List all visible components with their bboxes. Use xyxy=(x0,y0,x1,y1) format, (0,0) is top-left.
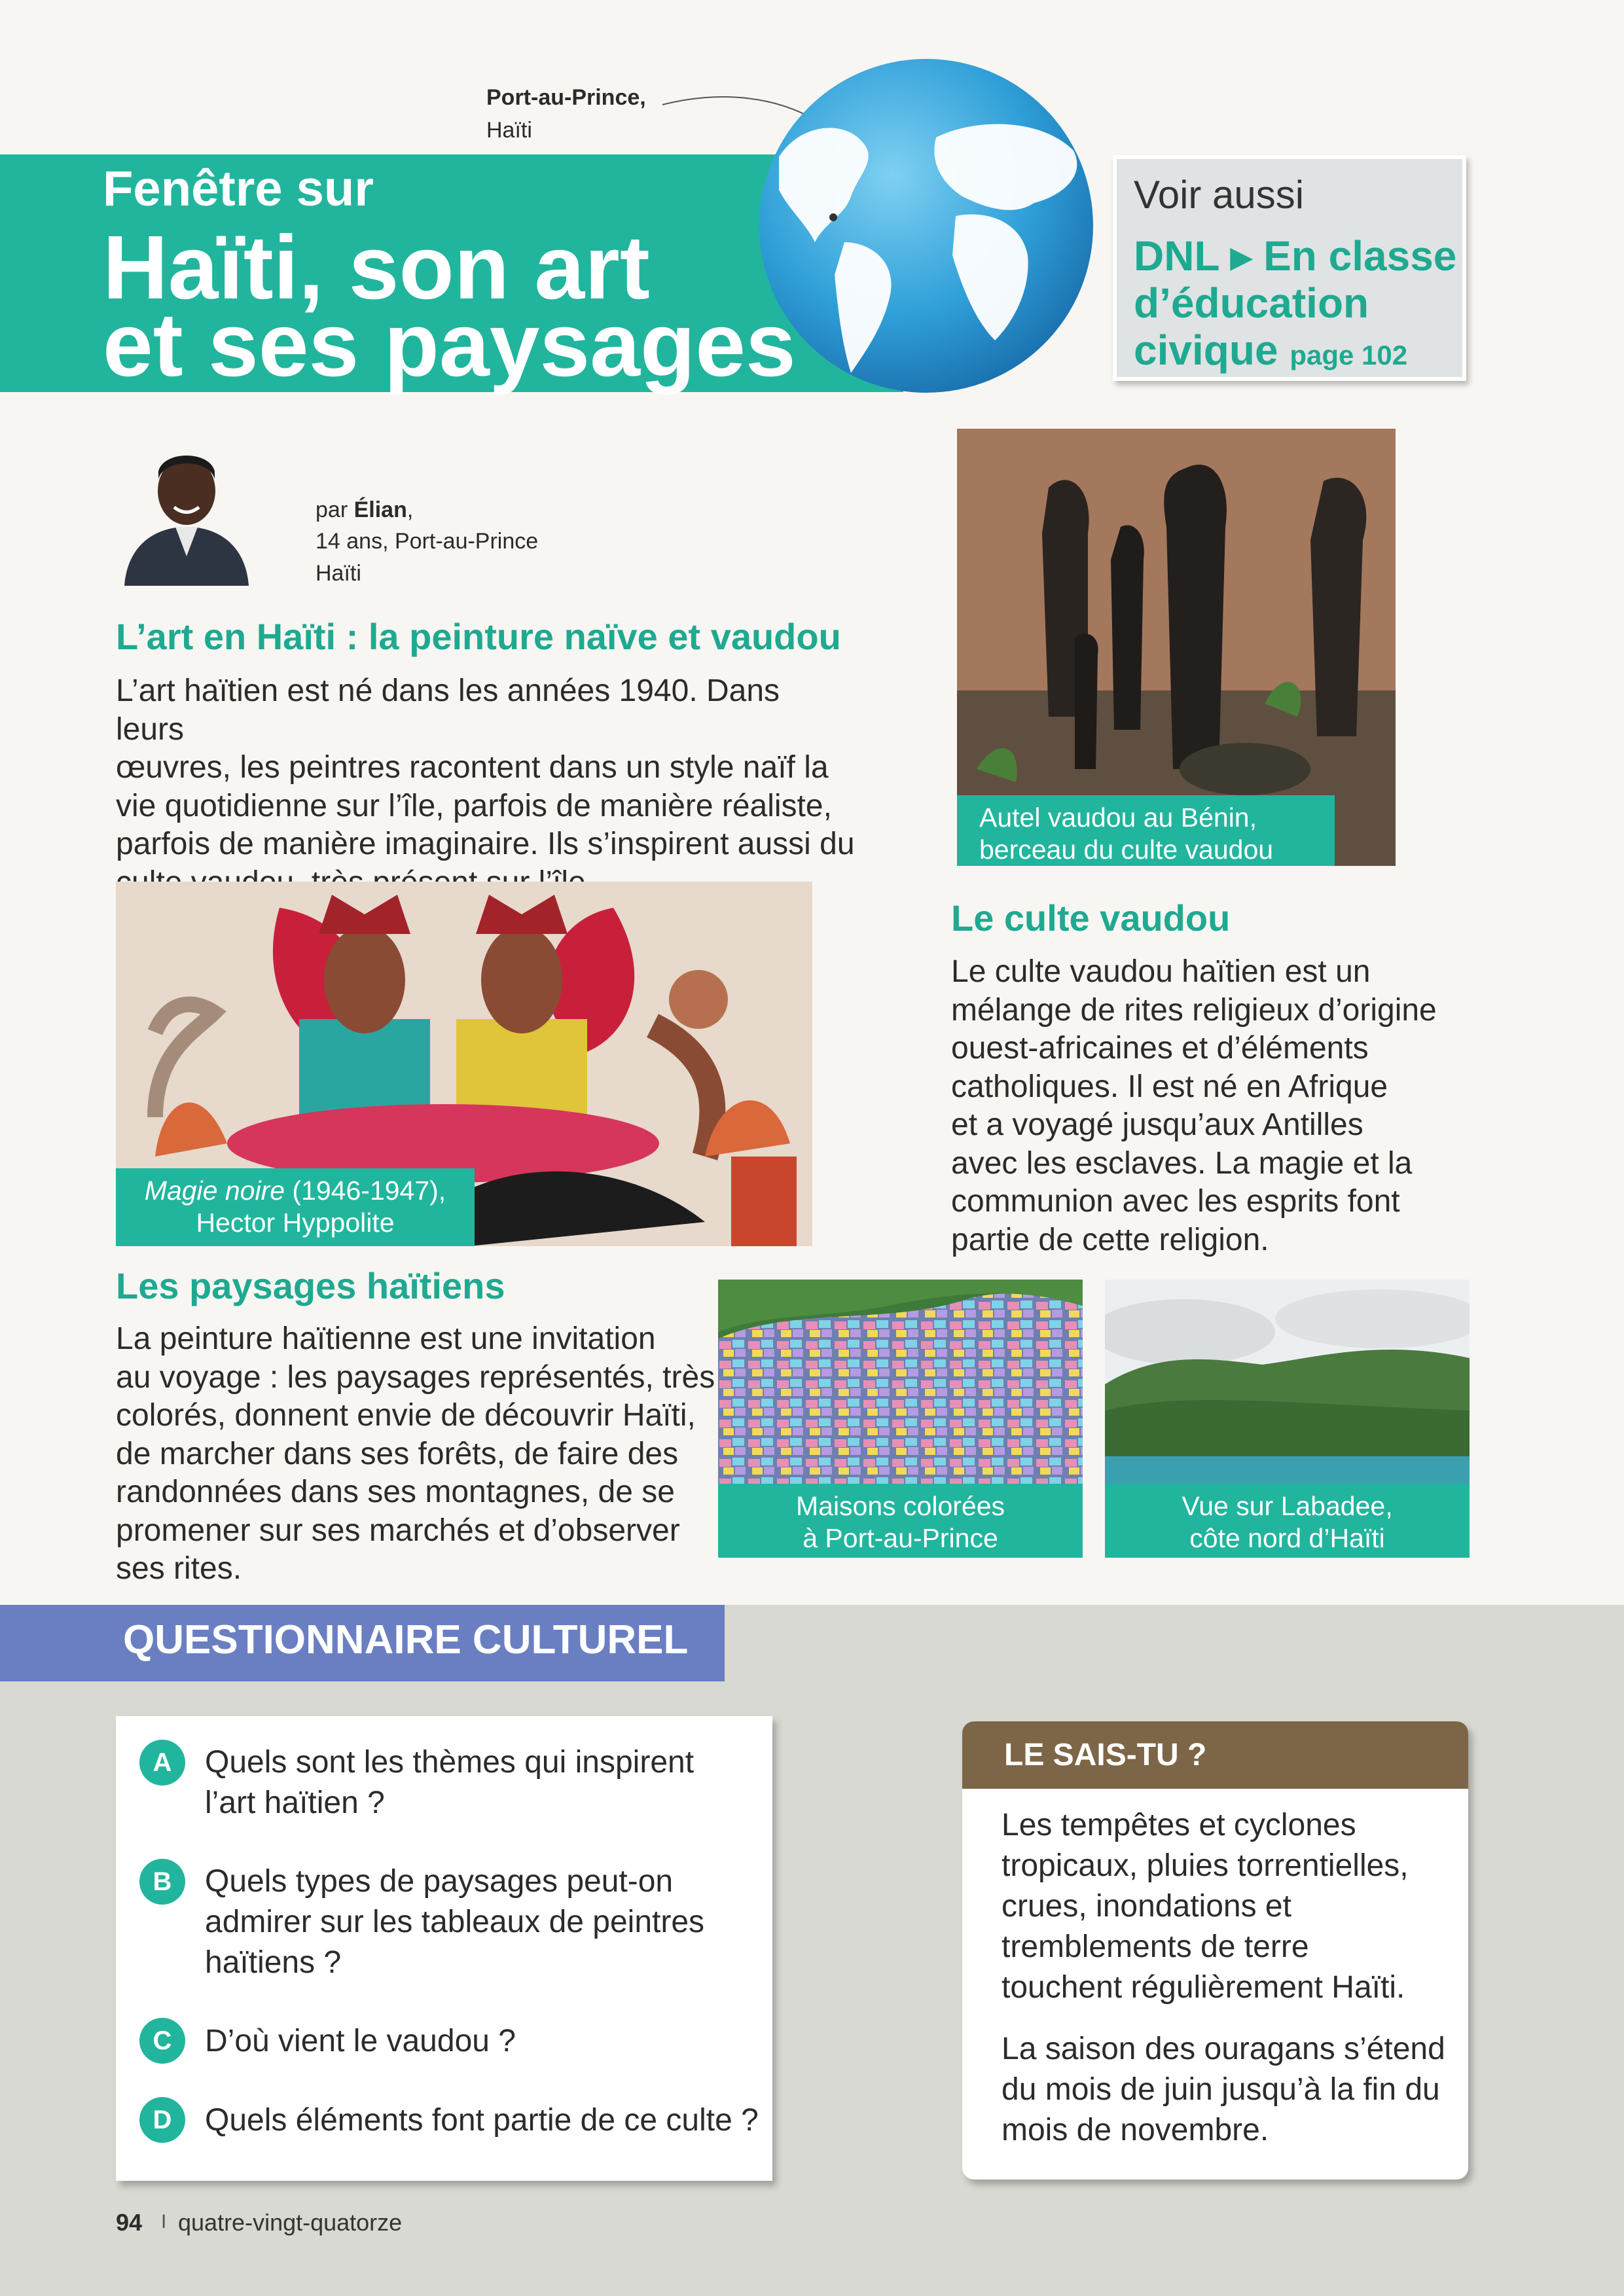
fact-line: La saison des ouragans s’étend xyxy=(1001,2032,1445,2066)
question-badge-c: C xyxy=(139,2018,185,2064)
vaudou-body-line: avec les esclaves. La magie et la xyxy=(951,1145,1413,1181)
see-also-link[interactable] xyxy=(1134,232,1461,379)
painting-caption xyxy=(116,1168,475,1246)
fact-line: touchent régulièrement Haïti. xyxy=(1001,1970,1405,2005)
question-a-line: Quels sont les thèmes qui inspirent xyxy=(205,1745,695,1780)
art-body-line: vie quotidienne sur l’île, parfois de manière réaliste, xyxy=(116,788,832,823)
landscape-body-line: ses rites. xyxy=(116,1551,242,1586)
see-also-link-text: DNL ▸ En classe d’éducation civique xyxy=(1134,232,1457,374)
vaudou-body-line: mélange de rites religieux d’origine xyxy=(951,992,1437,1028)
see-also-label: Voir aussi xyxy=(1134,173,1305,217)
globe-illustration xyxy=(648,46,1106,412)
painting-title: Magie noire xyxy=(144,1175,285,1206)
labadee-caption xyxy=(1105,1484,1470,1558)
question-a-line: l’art haïtien ? xyxy=(205,1785,385,1820)
see-also-box xyxy=(1113,155,1466,381)
question-d-line: Quels éléments font partie de ce culte ? xyxy=(205,2103,759,2138)
question-b-line: haïtiens ? xyxy=(205,1945,342,1980)
art-body-line: L’art haïtien est né dans les années 1940. Dans leurs xyxy=(116,673,780,747)
footer-separator: I xyxy=(161,2211,167,2233)
landscape-section-heading: Les paysages haïtiens xyxy=(116,1265,505,1306)
location-label-country: Haïti xyxy=(486,118,532,143)
painting-date: (1946-1947), xyxy=(285,1175,446,1206)
houses-caption xyxy=(718,1484,1083,1558)
fact-line: mois de novembre. xyxy=(1001,2113,1269,2147)
title-kicker: Fenêtre sur xyxy=(103,161,374,217)
page-number: 94 xyxy=(116,2209,143,2236)
question-b xyxy=(205,1861,755,1983)
fact-paragraph-1 xyxy=(1001,1805,1453,2008)
question-badge-b: B xyxy=(139,1859,185,1905)
art-body-line: œuvres, les peintres racontent dans un style naïf la xyxy=(116,750,829,785)
altar-photo xyxy=(957,429,1396,866)
art-body-line: parfois de manière imaginaire. Ils s’inspirent aussi du xyxy=(116,827,855,861)
question-badge-d: D xyxy=(139,2097,185,2143)
question-c-line: D’où vient le vaudou ? xyxy=(205,2024,516,2058)
page-title-line-1: Haïti, son art xyxy=(103,217,650,318)
landscape-body-line: randonnées dans ses montagnes, de se xyxy=(116,1475,675,1509)
vaudou-body-line: ouest-africaines et d’éléments xyxy=(951,1031,1369,1066)
fact-box-title: LE SAIS-TU ? xyxy=(1004,1738,1207,1772)
landscape-body-line: de marcher dans ses forêts, de faire des xyxy=(116,1436,679,1471)
fact-line: du mois de juin jusqu’à la fin du xyxy=(1001,2072,1440,2107)
fact-line: crues, inondations et xyxy=(1001,1889,1291,1924)
labadee-photo xyxy=(1105,1280,1470,1558)
quiz-title: QUESTIONNAIRE CULTUREL xyxy=(123,1617,689,1662)
labadee-caption-line: côte nord d’Haïti xyxy=(1189,1523,1385,1553)
altar-caption xyxy=(957,795,1335,866)
question-c xyxy=(205,2021,755,2062)
author-byline-prefix: par xyxy=(316,497,354,522)
fact-paragraph-2 xyxy=(1001,2029,1453,2151)
houses-caption-line: à Port-au-Prince xyxy=(803,1523,998,1553)
vaudou-body-line: communion avec les esprits font xyxy=(951,1184,1400,1219)
vaudou-body-line: partie de cette religion. xyxy=(951,1222,1269,1257)
author-age-city: 14 ans, Port-au-Prince xyxy=(316,529,539,554)
vaudou-section-body xyxy=(951,953,1540,1259)
landscape-section-body xyxy=(116,1320,718,1588)
author-byline-suffix: , xyxy=(406,497,414,522)
labadee-caption-line: Vue sur Labadee, xyxy=(1182,1491,1393,1521)
vaudou-body-line: catholiques. Il est né en Afrique xyxy=(951,1069,1388,1104)
painting-artist: Hector Hyppolite xyxy=(196,1208,395,1238)
author-avatar xyxy=(118,445,255,586)
author-country: Haïti xyxy=(316,561,361,586)
question-b-line: Quels types de paysages peut-on xyxy=(205,1864,674,1899)
colorful-houses-photo xyxy=(718,1280,1083,1558)
quiz-card xyxy=(116,1716,772,2181)
houses-caption-line: Maisons colorées xyxy=(795,1491,1005,1521)
haiti-marker xyxy=(829,213,837,221)
vaudou-section-heading: Le culte vaudou xyxy=(951,897,1231,939)
page-number-words: quatre-vingt-quatorze xyxy=(178,2209,403,2236)
altar-caption-line: Autel vaudou au Bénin, xyxy=(979,802,1257,833)
altar-caption-line: berceau du culte vaudou xyxy=(979,834,1274,865)
question-badge-a: A xyxy=(139,1740,185,1785)
author-name: Élian xyxy=(353,497,407,522)
landscape-body-line: au voyage : les paysages représentés, très xyxy=(116,1359,715,1395)
question-b-line: admirer sur les tableaux de peintres xyxy=(205,1905,705,1939)
fact-line: tremblements de terre xyxy=(1001,1929,1309,1964)
see-also-page-ref: page 102 xyxy=(1290,340,1408,370)
art-section-heading: L’art en Haïti : la peinture naïve et vaudou xyxy=(116,616,841,657)
vaudou-body-line: Le culte vaudou haïtien est un xyxy=(951,954,1371,989)
location-label-city: Port-au-Prince, xyxy=(486,85,646,110)
art-section-body xyxy=(116,672,856,902)
page-title-line-2: et ses paysages xyxy=(103,295,796,395)
fact-line: tropicaux, pluies torrentielles, xyxy=(1001,1848,1409,1883)
author-byline xyxy=(316,497,413,523)
landscape-body-line: promener sur ses marchés et d’observer xyxy=(116,1513,680,1548)
fact-line: Les tempêtes et cyclones xyxy=(1001,1808,1356,1842)
fact-box xyxy=(962,1721,1468,2179)
question-d xyxy=(205,2100,768,2141)
landscape-body-line: colorés, donnent envie de découvrir Haïti, xyxy=(116,1398,696,1433)
painting-magie-noire xyxy=(116,882,812,1246)
vaudou-body-line: et a voyagé jusqu’aux Antilles xyxy=(951,1107,1363,1142)
landscape-body-line: La peinture haïtienne est une invitation xyxy=(116,1321,656,1356)
question-a xyxy=(205,1742,755,1823)
